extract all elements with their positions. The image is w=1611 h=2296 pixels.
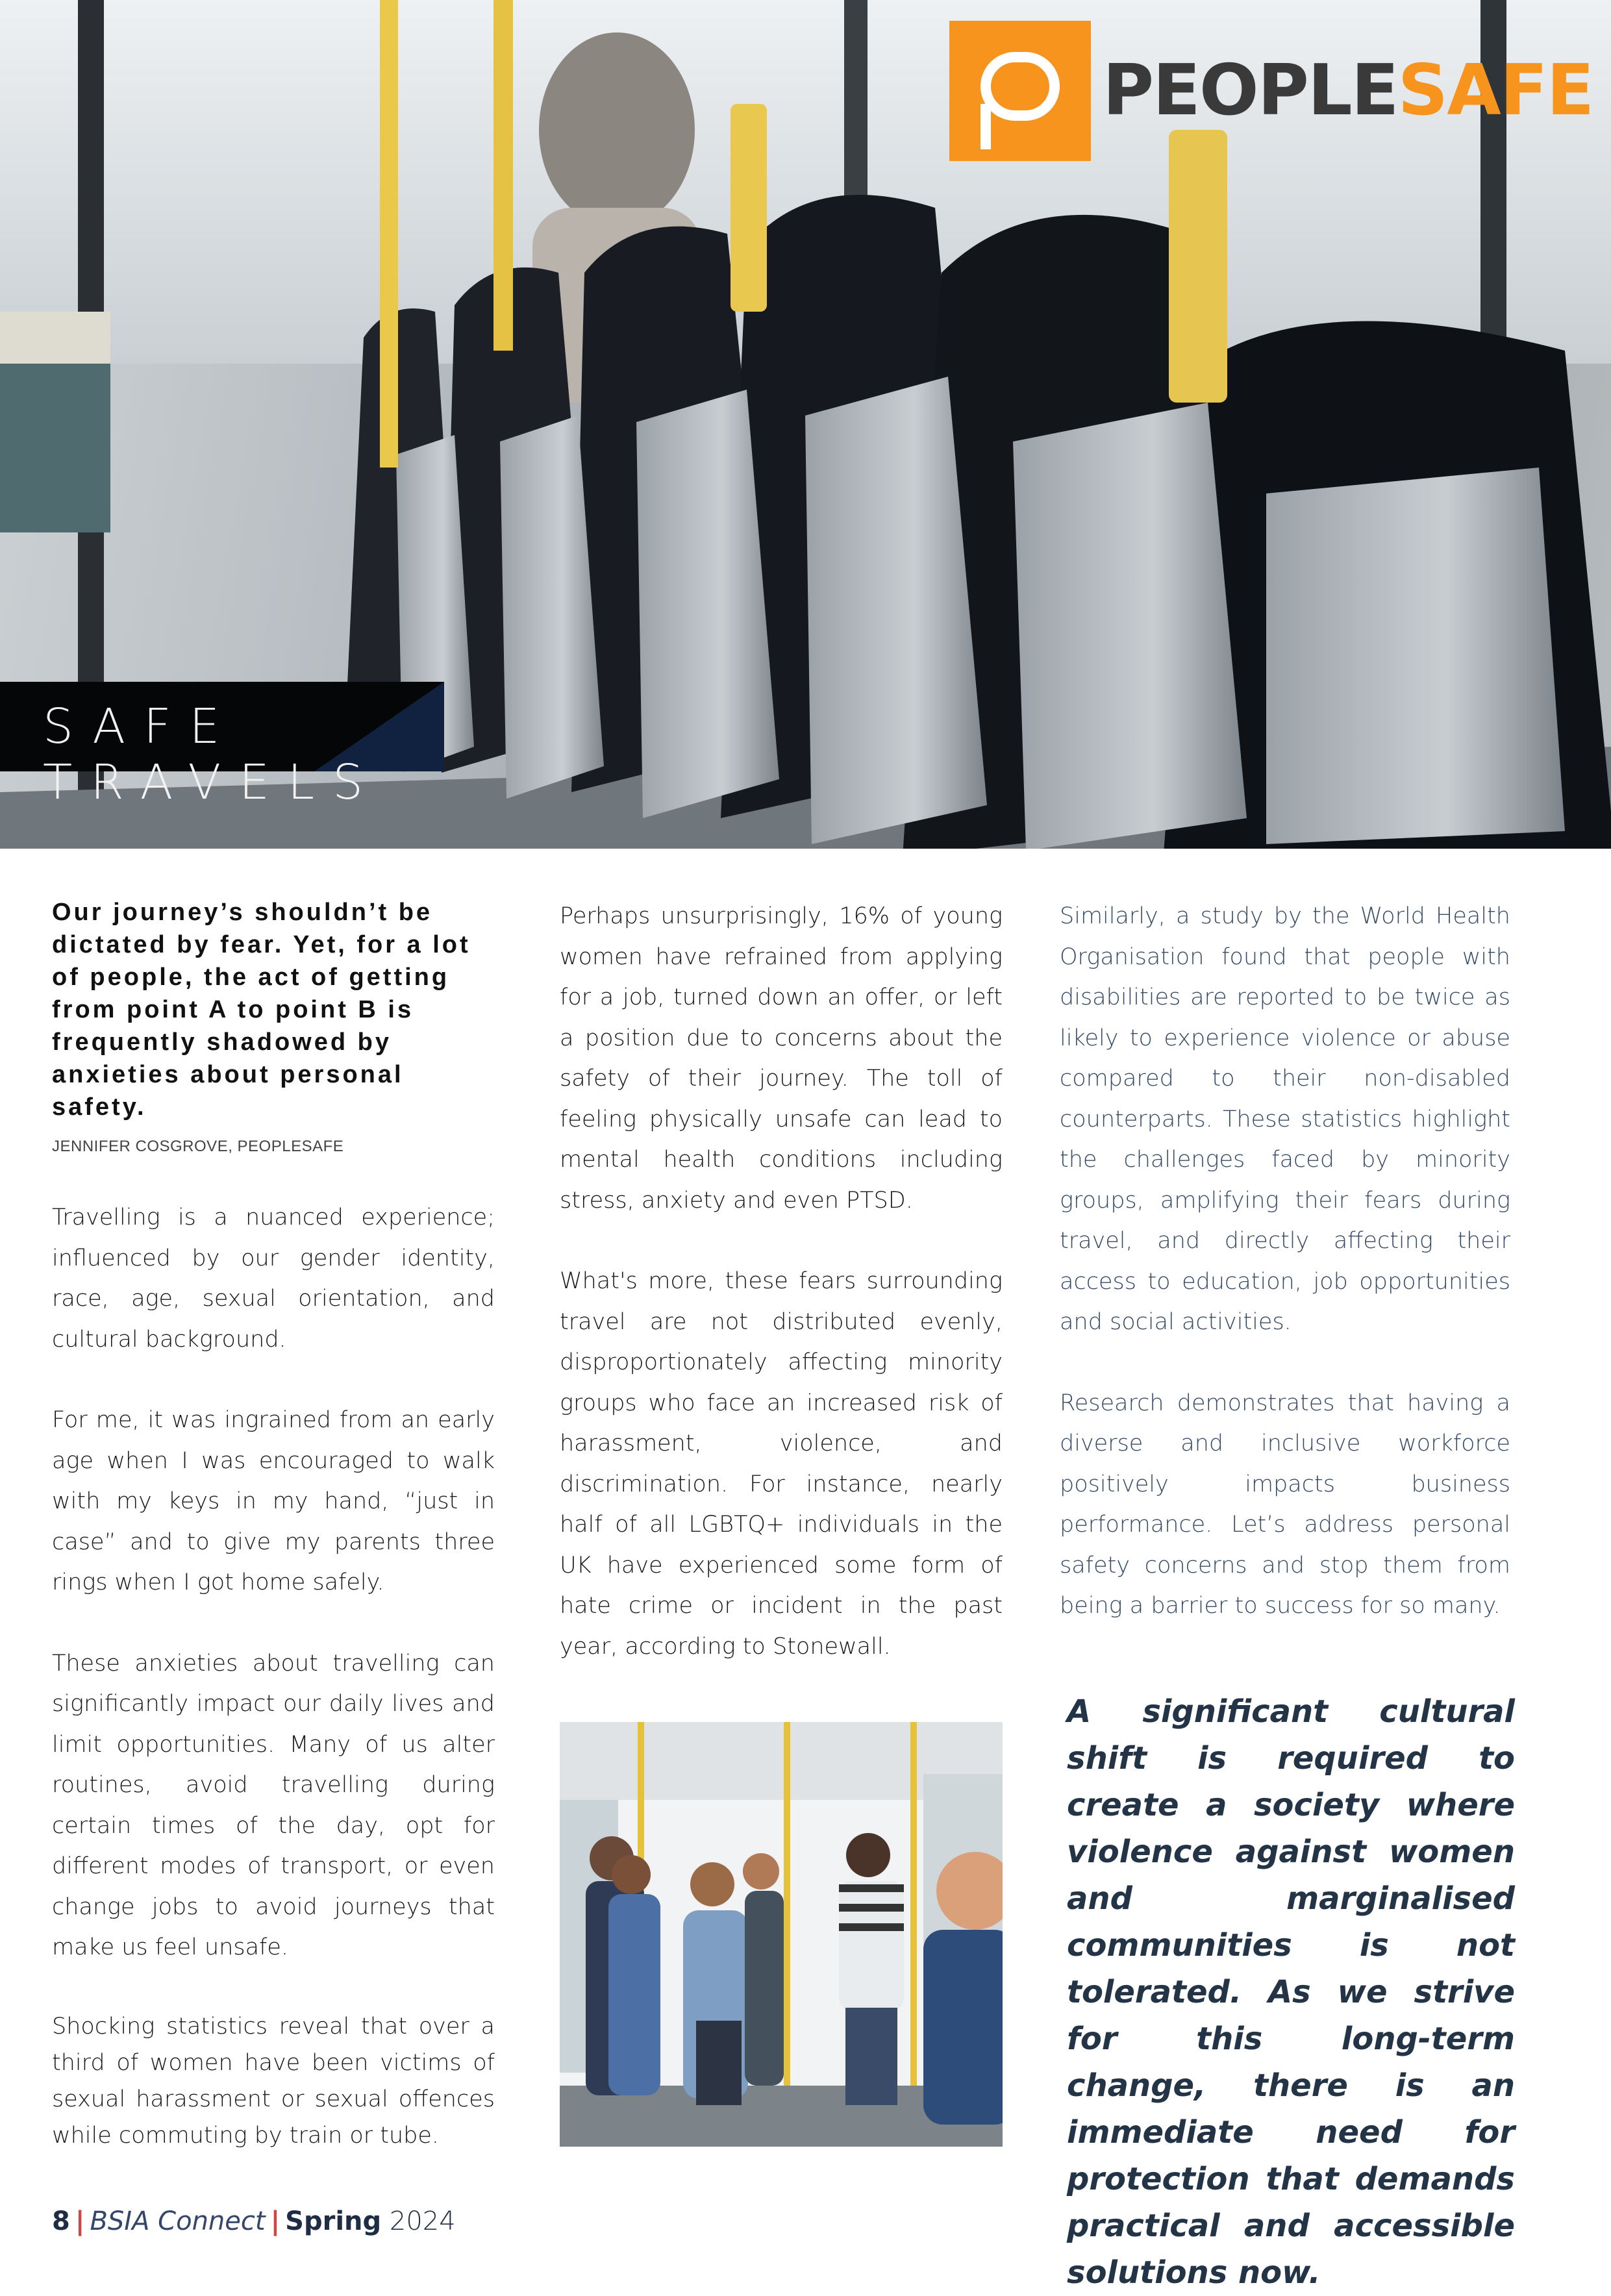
- inset-photo-passengers: [560, 1722, 1003, 2147]
- pull-quote: A significant cultural shift is required to create a society where violence against women and marginalised communities is not tolerated. As we strive for this long-term change, there is an immediate need for protection that demands practical and accessible solutions now.: [1067, 1693, 1515, 2291]
- footer-separator: |: [75, 2206, 85, 2236]
- issue-year: 2024: [389, 2206, 456, 2236]
- article-column-3: [1060, 896, 1510, 1627]
- paragraph: What's more, these fears surrounding travel are not distributed evenly, disproportionately affecting minority groups who face an increased risk of harassment, violence, and discrimination. For instance, nearly half of all LGBTQ+ individuals in the UK have experienced some form of hate crime or incident in the past year, according to Stonewall.: [560, 1268, 1003, 1660]
- page-number: 8: [52, 2206, 70, 2236]
- paragraph: Similarly, a study by the World Health Organisation found that people with disabilities are reported to be twice as likely to experience violence or abuse compared to their non-disabled counterparts. These statistics highlight the challenges faced by minority groups, amplifying their fears during travel, and directly affecting their access to education, job opportunities and social activities.: [1060, 903, 1510, 1335]
- logo-p-bowl: [980, 52, 1060, 121]
- paragraph: Shocking statistics reveal that over a third of women have been victims of sexual harassment or sexual offences while commuting by train or tube.: [52, 2013, 495, 2149]
- logo-word-people: PEOPLE: [1103, 50, 1398, 131]
- section-title: SAFE TRAVELS: [43, 699, 382, 810]
- article-column-1: [52, 896, 495, 2154]
- article-lead: Our journey’s shouldn’t be dictated by fear. Yet, for a lot of people, the act of getting from point A to point B is frequently shadowed by anxieties about personal safety.: [52, 899, 471, 1121]
- logo-p-stem: [980, 104, 991, 149]
- logo-wordmark: [1103, 50, 1593, 131]
- section-banner: [0, 682, 444, 810]
- magazine-name: BSIA Connect: [90, 2206, 266, 2236]
- paragraph: Travelling is a nuanced experience; influenced by our gender identity, race, age, sexual orientation, and cultural background.: [52, 1204, 495, 1353]
- article-column-2: [560, 896, 1003, 1667]
- paragraph: These anxieties about travelling can significantly impact our daily lives and limit opportunities. Many of us alter routines, avoid travelling during certain times of the day, opt for different modes of transport, or even change jobs to avoid journeys that make us feel unsafe.: [52, 1650, 495, 1960]
- article-byline: JENNIFER COSGROVE, PEOPLESAFE: [52, 1138, 344, 1155]
- issue-season: Spring: [285, 2206, 382, 2236]
- paragraph: Perhaps unsurprisingly, 16% of young women have refrained from applying for a job, turned down an offer, or left a position due to concerns about the safety of their journey. The toll of feeling physically unsafe can lead to mental health conditions including stress, anxiety and even PTSD.: [560, 903, 1003, 1214]
- peoplesafe-logo: [949, 21, 1593, 161]
- page-footer: [52, 2206, 456, 2236]
- paragraph: Research demonstrates that having a diverse and inclusive workforce positively impacts business performance. Let’s address personal safety concerns and stop them from being a barrier to success for so many.: [1060, 1390, 1510, 1619]
- logo-p-icon: [949, 21, 1091, 161]
- passengers-illustration: [560, 1722, 1003, 2147]
- logo-word-safe: SAFE: [1397, 50, 1593, 131]
- paragraph: For me, it was ingrained from an early age when I was encouraged to walk with my keys in my hand, “just in case” and to give my parents three rings when I got home safely.: [52, 1407, 495, 1595]
- footer-separator: |: [270, 2206, 281, 2236]
